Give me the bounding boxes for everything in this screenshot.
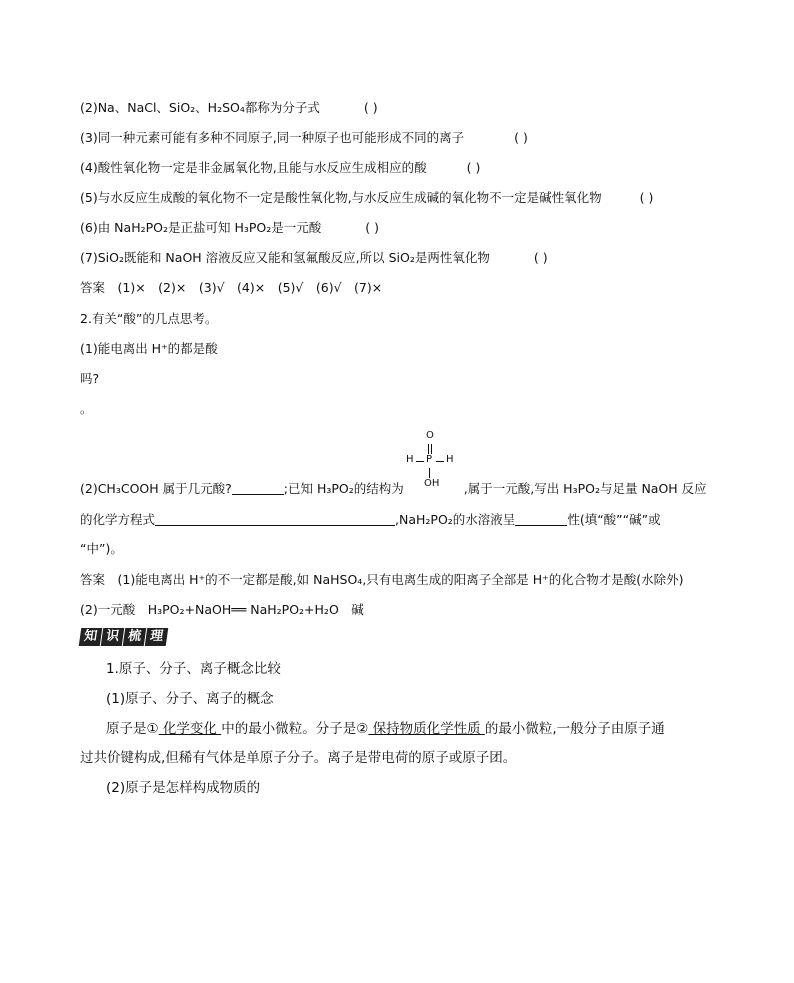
answer-paren: ( ) [363,100,378,115]
struct-h-right: H [446,454,454,465]
sub2-text-c: ,属于一元酸,写出 H₃PO₂与足量 NaOH 反应 [463,481,707,496]
section-1-title: 1.原子、分子、离子概念比较 [106,661,281,677]
sub-question-1c: 。 [80,401,93,416]
answer-blank-3[interactable] [515,511,567,526]
question-item-6 [80,220,379,236]
section-1-1-title: (1)原子、分子、离子的概念 [106,691,274,707]
answer-line-1: 答案 (1)× (2)× (3)√ (4)× (5)√ (6)√ (7)× [80,280,383,295]
answer-blank-2[interactable] [155,511,395,526]
concept-paragraph-line2: 过共价键构成,但稀有气体是单原子分子。离子是带电荷的原子或原子团。 [80,750,517,766]
answer-paren: ( ) [639,190,654,205]
struct-o-top: O [426,430,434,441]
answer-paren: ( ) [533,250,548,265]
question-text: (5)与水反应生成酸的氧化物不一定是酸性氧化物,与水反应生成碱的氧化物不一定是碱性氧化物 [80,190,602,205]
question-item-3 [80,130,528,146]
answer-line-2b: (2)一元酸 H₃PO₂+NaOH══ NaH₂PO₂+H₂O 碱 [80,602,364,617]
concept-paragraph-line1 [106,716,736,742]
answer-paren: ( ) [514,130,528,145]
para-text: 原子是① [106,721,159,737]
sub2-text-a: (2)CH₃COOH 属于几元酸? [80,481,232,496]
sub2-text-f: 性(填“酸”“碱”或 [567,512,661,527]
answer-blank-1[interactable] [232,480,284,495]
struct-p: P [426,454,433,465]
question-text: (3)同一种元素可能有多种不同原子,同一种原子也可能形成不同的离子 [80,130,465,145]
answer-paren: ( ) [365,220,379,235]
badge-char: 知 [79,628,103,646]
sub-question-1b: 吗? [80,371,100,386]
badge-char: 梳 [123,628,147,646]
question-2-title: 2.有关“酸”的几点思考。 [80,311,218,326]
question-text: (4)酸性氧化物一定是非金属氧化物,且能与水反应生成相应的酸 [80,160,427,175]
question-text: (2)Na、NaCl、SiO₂、H₂SO₄都称为分子式 [80,100,320,115]
badge-char: 理 [145,628,169,646]
sub2-text-b: ;已知 H₃PO₂的结构为 [283,481,404,496]
question-text: (7)SiO₂既能和 NaOH 溶液反应又能和氢氟酸反应,所以 SiO₂是两性氧化物 [80,250,490,265]
answer-line-2a: 答案 (1)能电离出 H⁺的不一定都是酸,如 NaHSO₄,只有电离生成的阳离子全部是 H⁺的化合物才是酸(水除外) [80,572,684,587]
question-item-7 [80,250,548,266]
badge-char: 识 [101,628,125,646]
question-item-5 [80,190,653,206]
knowledge-summary-badge [80,628,168,646]
para-text: 的最小微粒,一般分子由原子通 [484,721,665,737]
answer-fill-1: 化学变化 [158,721,222,737]
struct-h-left: H [406,454,414,465]
answer-paren: ( ) [466,160,481,175]
answer-fill-2: 保持物质化学性质 [368,721,485,737]
para-text: 中的最小微粒。分子是② [221,721,369,737]
question-text: (6)由 NaH₂PO₂是正盐可知 H₃PO₂是一元酸 [80,220,322,235]
sub2-text-e: ,NaH₂PO₂的水溶液呈 [395,512,516,527]
question-item-4 [80,160,480,176]
sub-question-2-line3: “中”)。 [80,541,123,556]
sub-question-2-line2 [80,511,661,528]
sub-question-1a: (1)能电离出 H⁺的都是酸 [80,341,218,356]
section-1-2-title: (2)原子是怎样构成物质的 [106,780,261,796]
question-item-2 [80,100,378,116]
struct-oh: OH [424,478,440,489]
sub2-text-d: 的化学方程式 [80,512,156,527]
sub-question-2-line1 [80,480,707,497]
